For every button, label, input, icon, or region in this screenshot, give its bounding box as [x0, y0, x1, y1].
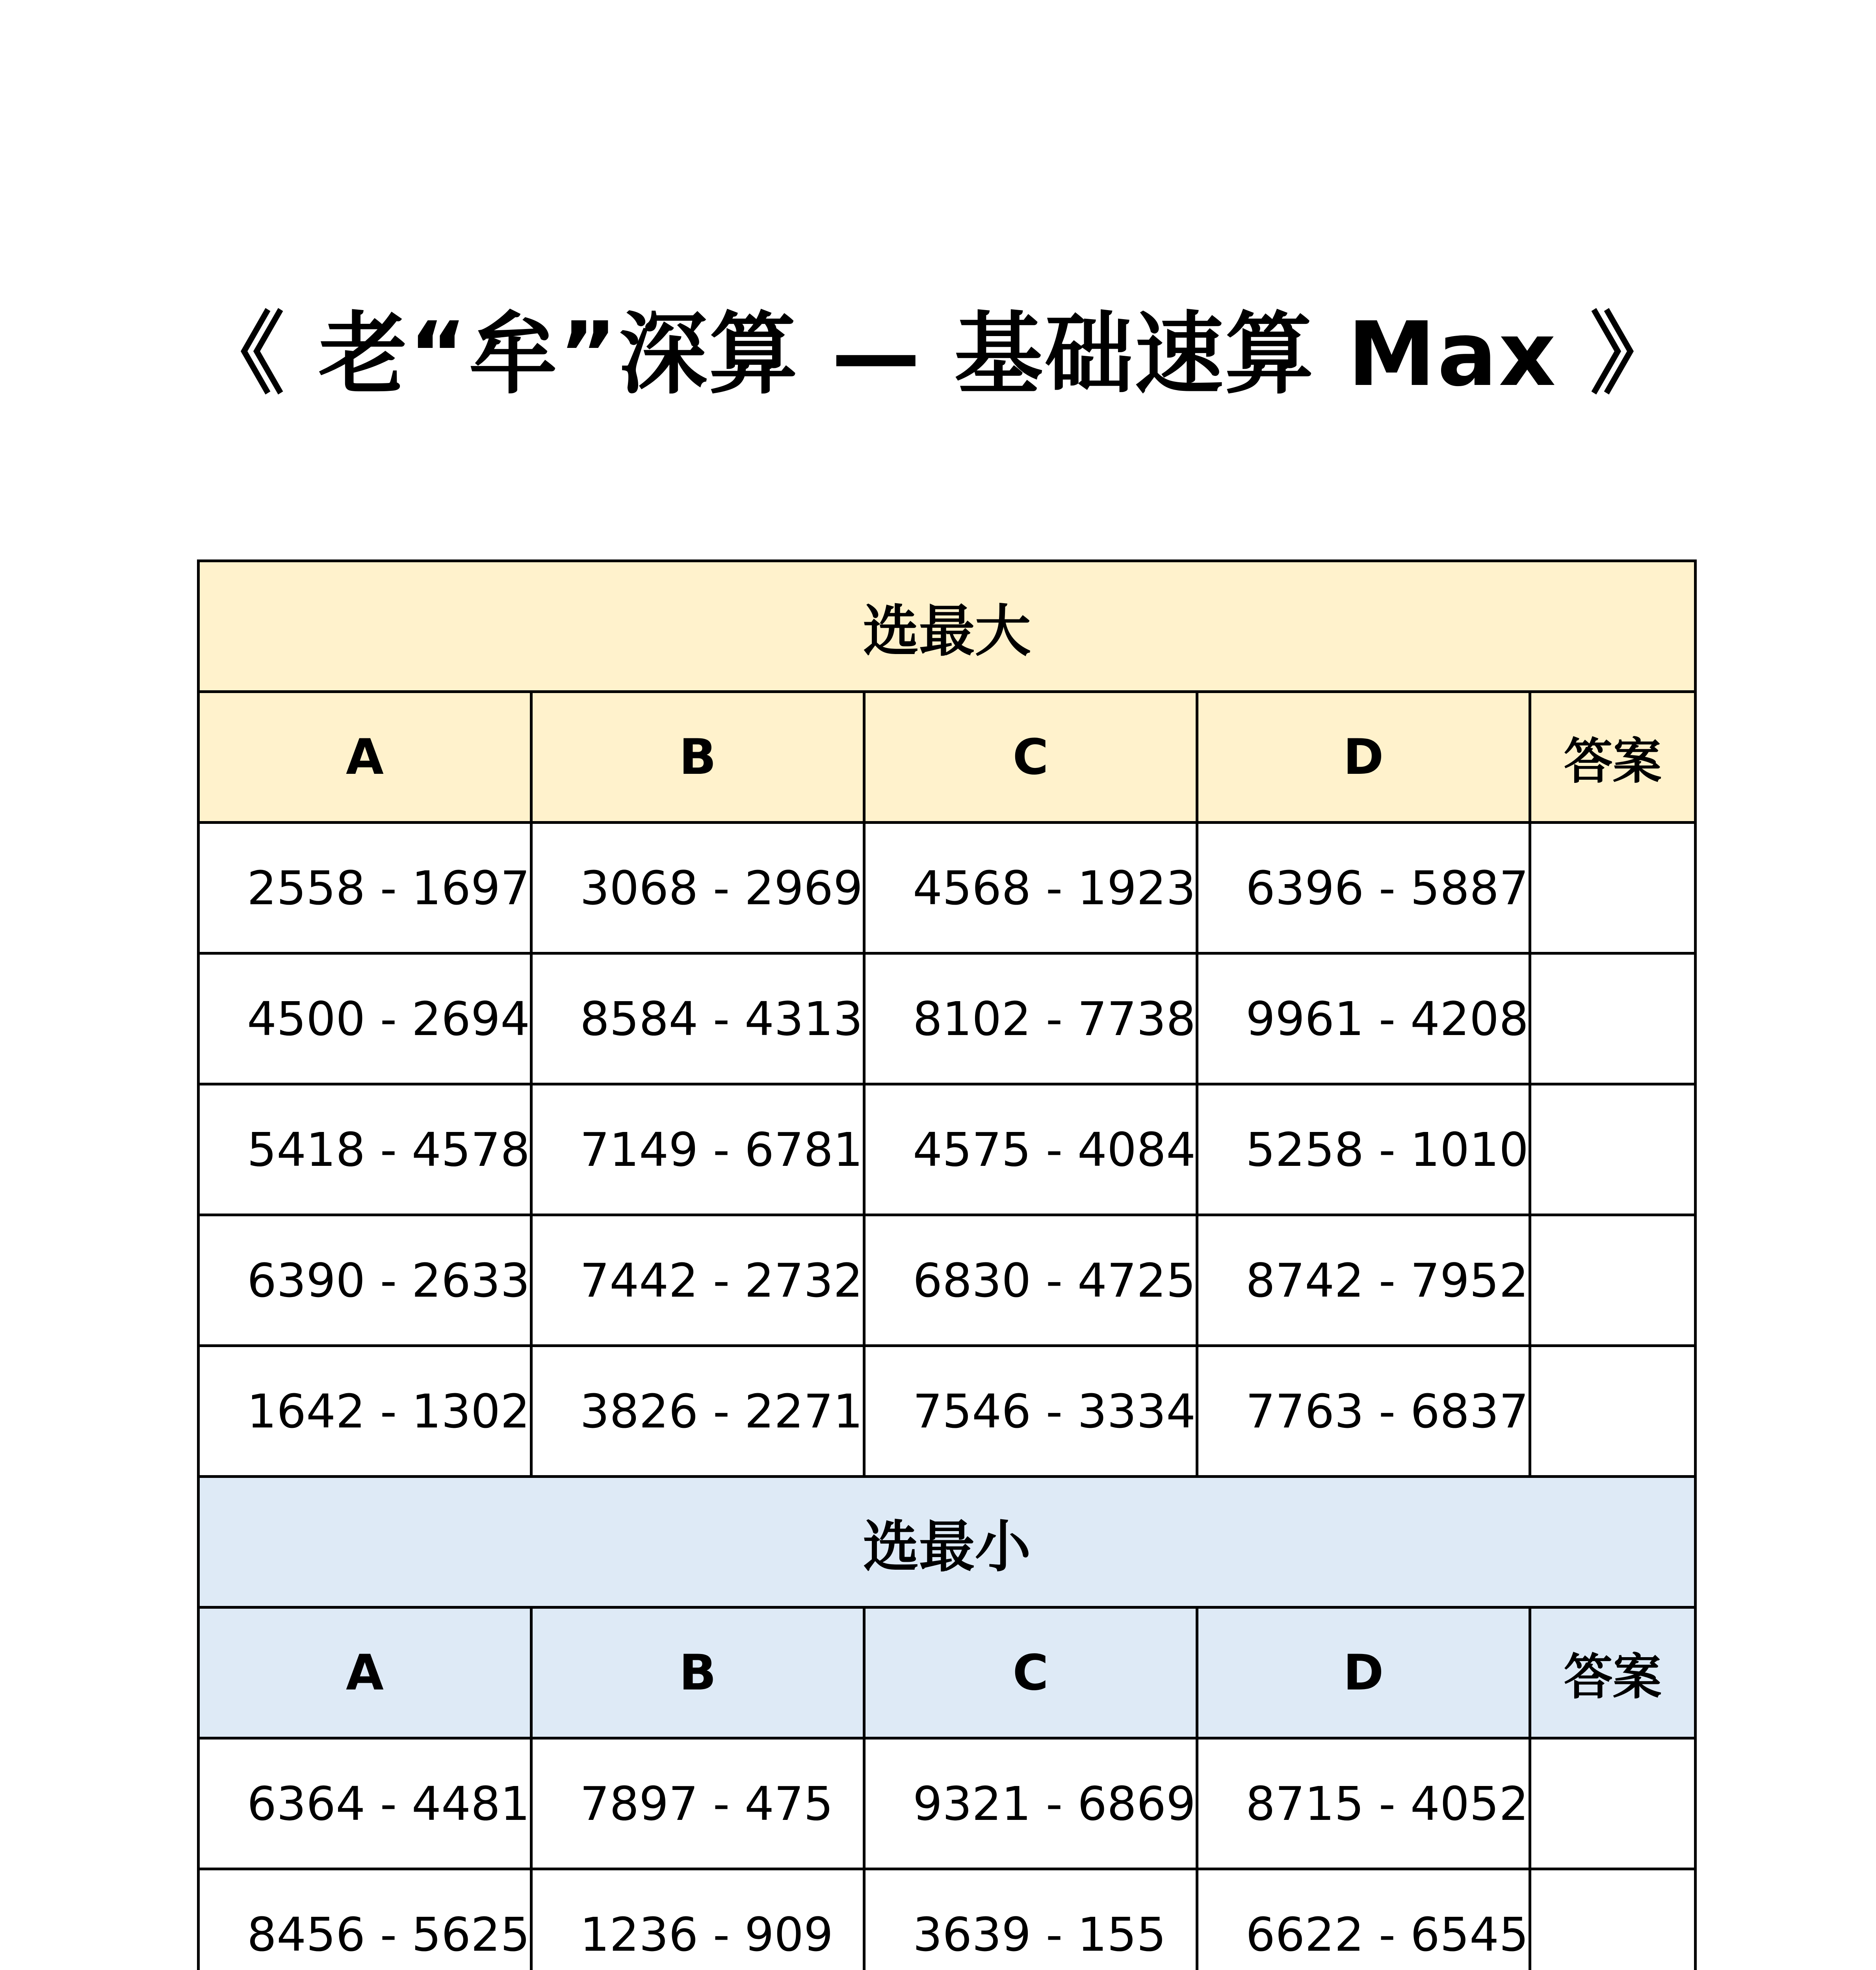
problem-cell: 9321 - 6869: [864, 1738, 1197, 1869]
table-row: [199, 1084, 1696, 1215]
answer-cell[interactable]: [1530, 1215, 1696, 1346]
problem-cell: 7546 - 3334: [864, 1346, 1197, 1477]
worksheet-table: [197, 559, 1697, 1970]
problem-cell: 9961 - 4208: [1197, 953, 1530, 1084]
problem-cell: 3639 - 155: [864, 1869, 1197, 1970]
problem-cell: 6396 - 5887: [1197, 823, 1530, 953]
section-max: [199, 561, 1696, 1477]
problem-cell: 6830 - 4725: [864, 1215, 1197, 1346]
problem-cell: 4500 - 2694: [199, 953, 531, 1084]
section-heading-row: [199, 561, 1696, 692]
column-header-row: [199, 1608, 1696, 1738]
answer-column-header: 答案: [1530, 692, 1696, 823]
problem-cell: 7897 - 475: [531, 1738, 864, 1869]
section-heading: 选最小: [199, 1477, 1696, 1608]
problem-cell: 3826 - 2271: [531, 1346, 864, 1477]
problem-cell: 7442 - 2732: [531, 1215, 864, 1346]
problem-cell: 8742 - 7952: [1197, 1215, 1530, 1346]
column-header-row: [199, 692, 1696, 823]
problem-cell: 6390 - 2633: [199, 1215, 531, 1346]
problem-cell: 8584 - 4313: [531, 953, 864, 1084]
section-heading: 选最大: [199, 561, 1696, 692]
answer-cell[interactable]: [1530, 1346, 1696, 1477]
column-header: C: [864, 692, 1197, 823]
table-row: [199, 1215, 1696, 1346]
column-header: D: [1197, 692, 1530, 823]
problem-cell: 4575 - 4084: [864, 1084, 1197, 1215]
problem-cell: 6622 - 6545: [1197, 1869, 1530, 1970]
answer-cell[interactable]: [1530, 823, 1696, 953]
problem-cell: 5418 - 4578: [199, 1084, 531, 1215]
problem-cell: 4568 - 1923: [864, 823, 1197, 953]
table-row: [199, 1346, 1696, 1477]
table-row: [199, 953, 1696, 1084]
problem-cell: 7149 - 6781: [531, 1084, 864, 1215]
table-row: [199, 823, 1696, 953]
column-header: C: [864, 1608, 1197, 1738]
problem-cell: 2558 - 1697: [199, 823, 531, 953]
table-row: [199, 1869, 1696, 1970]
answer-cell[interactable]: [1530, 1738, 1696, 1869]
answer-cell[interactable]: [1530, 1869, 1696, 1970]
column-header: D: [1197, 1608, 1530, 1738]
section-heading-row: [199, 1477, 1696, 1608]
problem-cell: 7763 - 6837: [1197, 1346, 1530, 1477]
problem-cell: 8456 - 5625: [199, 1869, 531, 1970]
problem-cell: 1642 - 1302: [199, 1346, 531, 1477]
answer-column-header: 答案: [1530, 1608, 1696, 1738]
answer-cell[interactable]: [1530, 1084, 1696, 1215]
problem-cell: 8102 - 7738: [864, 953, 1197, 1084]
problem-cell: 1236 - 909: [531, 1869, 864, 1970]
column-header: B: [531, 1608, 864, 1738]
problem-cell: 3068 - 2969: [531, 823, 864, 953]
page-title: 《 老“牟”深算 — 基础速算 Max 》: [196, 303, 1680, 406]
column-header: B: [531, 692, 864, 823]
column-header: A: [199, 692, 531, 823]
table-row: [199, 1738, 1696, 1869]
problem-cell: 8715 - 4052: [1197, 1738, 1530, 1869]
answer-cell[interactable]: [1530, 953, 1696, 1084]
problem-cell: 6364 - 4481: [199, 1738, 531, 1869]
column-header: A: [199, 1608, 531, 1738]
problem-cell: 5258 - 1010: [1197, 1084, 1530, 1215]
section-min: [199, 1477, 1696, 1970]
